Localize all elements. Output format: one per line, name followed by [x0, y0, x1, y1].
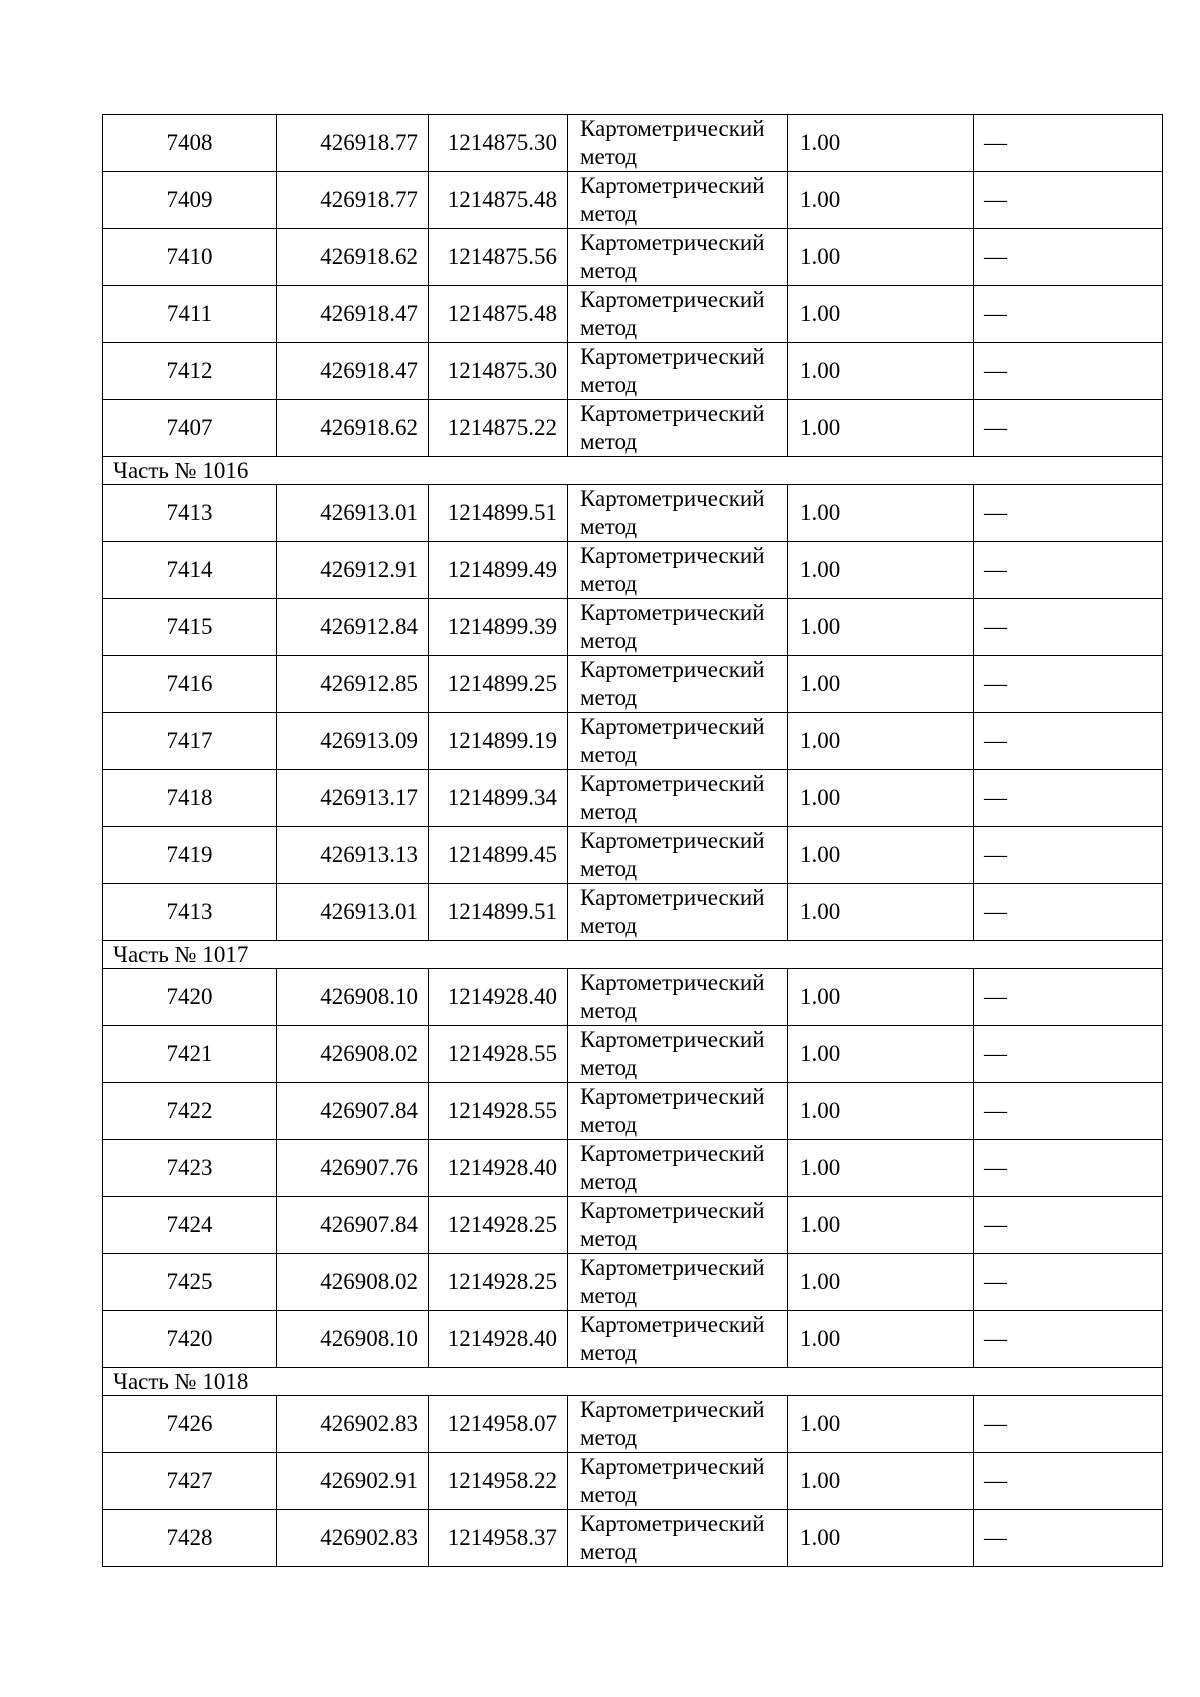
method-line-2: метод	[580, 315, 638, 340]
description-cell	[974, 286, 1163, 343]
method-cell	[568, 286, 788, 343]
point-number-cell: 7427	[103, 1453, 277, 1510]
point-number-cell: 7418	[103, 770, 277, 827]
part-label: Часть № 1017	[103, 941, 1163, 969]
table-row	[103, 1026, 1163, 1083]
description-value: —	[984, 785, 1007, 810]
method-cell	[568, 343, 788, 400]
description-cell	[974, 229, 1163, 286]
method-cell	[568, 1197, 788, 1254]
description-value: —	[984, 557, 1007, 582]
x-coordinate-cell: 426913.17	[277, 770, 429, 827]
method-cell	[568, 400, 788, 457]
method-line-1: Картометрический	[580, 230, 765, 255]
method-cell	[568, 1083, 788, 1140]
description-value: —	[984, 614, 1007, 639]
x-coordinate-cell: 426907.84	[277, 1197, 429, 1254]
method-line-1: Картометрический	[580, 1141, 765, 1166]
y-coordinate-cell: 1214899.25	[429, 656, 568, 713]
description-value: —	[984, 1155, 1007, 1180]
x-coordinate-cell: 426902.91	[277, 1453, 429, 1510]
point-number-cell: 7412	[103, 343, 277, 400]
point-number-cell: 7421	[103, 1026, 277, 1083]
method-line-1: Картометрический	[580, 543, 765, 568]
method-line-2: метод	[580, 1425, 638, 1450]
point-number-cell: 7411	[103, 286, 277, 343]
x-coordinate-cell: 426907.76	[277, 1140, 429, 1197]
accuracy-cell: 1.00	[788, 1197, 974, 1254]
part-label: Часть № 1018	[103, 1368, 1163, 1396]
x-coordinate-cell: 426913.13	[277, 827, 429, 884]
y-coordinate-cell: 1214875.48	[429, 286, 568, 343]
method-line-1: Картометрический	[580, 1312, 765, 1337]
description-cell	[974, 827, 1163, 884]
x-coordinate-cell: 426918.77	[277, 115, 429, 172]
y-coordinate-cell: 1214875.30	[429, 343, 568, 400]
accuracy-cell: 1.00	[788, 286, 974, 343]
accuracy-cell: 1.00	[788, 485, 974, 542]
method-line-2: метод	[580, 1169, 638, 1194]
y-coordinate-cell: 1214928.55	[429, 1083, 568, 1140]
point-number-cell: 7425	[103, 1254, 277, 1311]
x-coordinate-cell: 426918.47	[277, 286, 429, 343]
method-line-1: Картометрический	[580, 1454, 765, 1479]
table-row	[103, 827, 1163, 884]
table-row	[103, 713, 1163, 770]
table-row	[103, 969, 1163, 1026]
method-cell	[568, 172, 788, 229]
x-coordinate-cell: 426912.84	[277, 599, 429, 656]
point-number-cell: 7420	[103, 1311, 277, 1368]
accuracy-cell: 1.00	[788, 1311, 974, 1368]
method-cell	[568, 1453, 788, 1510]
y-coordinate-cell: 1214958.37	[429, 1510, 568, 1567]
point-number-cell: 7415	[103, 599, 277, 656]
y-coordinate-cell: 1214899.19	[429, 713, 568, 770]
table-row	[103, 1083, 1163, 1140]
x-coordinate-cell: 426902.83	[277, 1396, 429, 1453]
method-line-1: Картометрический	[580, 116, 765, 141]
accuracy-cell: 1.00	[788, 599, 974, 656]
table-row	[103, 1197, 1163, 1254]
part-header-row	[103, 457, 1163, 485]
x-coordinate-cell: 426908.02	[277, 1026, 429, 1083]
description-cell	[974, 485, 1163, 542]
method-line-2: метод	[580, 372, 638, 397]
description-value: —	[984, 1041, 1007, 1066]
accuracy-cell: 1.00	[788, 1396, 974, 1453]
description-cell	[974, 1254, 1163, 1311]
table-row	[103, 884, 1163, 941]
accuracy-cell: 1.00	[788, 229, 974, 286]
method-cell	[568, 969, 788, 1026]
method-line-1: Картометрический	[580, 486, 765, 511]
table-row	[103, 1510, 1163, 1567]
description-cell	[974, 1083, 1163, 1140]
part-header-row	[103, 941, 1163, 969]
table-row	[103, 115, 1163, 172]
table-row	[103, 229, 1163, 286]
y-coordinate-cell: 1214958.07	[429, 1396, 568, 1453]
description-value: —	[984, 1411, 1007, 1436]
table-row	[103, 343, 1163, 400]
coordinates-sheet	[102, 114, 1162, 1567]
accuracy-cell: 1.00	[788, 343, 974, 400]
method-cell	[568, 1510, 788, 1567]
description-value: —	[984, 500, 1007, 525]
description-value: —	[984, 301, 1007, 326]
accuracy-cell: 1.00	[788, 172, 974, 229]
method-cell	[568, 827, 788, 884]
y-coordinate-cell: 1214899.49	[429, 542, 568, 599]
x-coordinate-cell: 426902.83	[277, 1510, 429, 1567]
method-line-1: Картометрический	[580, 885, 765, 910]
accuracy-cell: 1.00	[788, 827, 974, 884]
description-cell	[974, 1311, 1163, 1368]
table-row	[103, 286, 1163, 343]
x-coordinate-cell: 426913.01	[277, 485, 429, 542]
x-coordinate-cell: 426907.84	[277, 1083, 429, 1140]
description-cell	[974, 343, 1163, 400]
description-cell	[974, 1510, 1163, 1567]
method-line-2: метод	[580, 1283, 638, 1308]
description-value: —	[984, 984, 1007, 1009]
accuracy-cell: 1.00	[788, 1510, 974, 1567]
point-number-cell: 7422	[103, 1083, 277, 1140]
accuracy-cell: 1.00	[788, 400, 974, 457]
y-coordinate-cell: 1214899.39	[429, 599, 568, 656]
y-coordinate-cell: 1214899.45	[429, 827, 568, 884]
method-line-2: метод	[580, 571, 638, 596]
y-coordinate-cell: 1214928.25	[429, 1254, 568, 1311]
method-cell	[568, 1311, 788, 1368]
description-cell	[974, 1396, 1163, 1453]
y-coordinate-cell: 1214958.22	[429, 1453, 568, 1510]
description-cell	[974, 542, 1163, 599]
method-line-1: Картометрический	[580, 600, 765, 625]
method-line-1: Картометрический	[580, 344, 765, 369]
method-line-1: Картометрический	[580, 1084, 765, 1109]
accuracy-cell: 1.00	[788, 542, 974, 599]
accuracy-cell: 1.00	[788, 969, 974, 1026]
method-line-2: метод	[580, 144, 638, 169]
point-number-cell: 7414	[103, 542, 277, 599]
method-line-2: метод	[580, 799, 638, 824]
point-number-cell: 7417	[103, 713, 277, 770]
method-line-2: метод	[580, 1112, 638, 1137]
method-cell	[568, 485, 788, 542]
method-line-2: метод	[580, 201, 638, 226]
description-cell	[974, 400, 1163, 457]
accuracy-cell: 1.00	[788, 1140, 974, 1197]
point-number-cell: 7416	[103, 656, 277, 713]
description-cell	[974, 770, 1163, 827]
x-coordinate-cell: 426918.47	[277, 343, 429, 400]
x-coordinate-cell: 426908.10	[277, 969, 429, 1026]
x-coordinate-cell: 426918.62	[277, 400, 429, 457]
accuracy-cell: 1.00	[788, 884, 974, 941]
method-cell	[568, 770, 788, 827]
accuracy-cell: 1.00	[788, 770, 974, 827]
description-cell	[974, 599, 1163, 656]
y-coordinate-cell: 1214875.48	[429, 172, 568, 229]
method-cell	[568, 1140, 788, 1197]
y-coordinate-cell: 1214875.56	[429, 229, 568, 286]
method-line-1: Картометрический	[580, 1255, 765, 1280]
x-coordinate-cell: 426912.85	[277, 656, 429, 713]
point-number-cell: 7408	[103, 115, 277, 172]
y-coordinate-cell: 1214899.34	[429, 770, 568, 827]
method-line-2: метод	[580, 856, 638, 881]
description-value: —	[984, 728, 1007, 753]
accuracy-cell: 1.00	[788, 656, 974, 713]
method-line-2: метод	[580, 628, 638, 653]
method-line-2: метод	[580, 258, 638, 283]
table-row	[103, 770, 1163, 827]
description-value: —	[984, 187, 1007, 212]
x-coordinate-cell: 426908.02	[277, 1254, 429, 1311]
method-cell	[568, 1396, 788, 1453]
table-row	[103, 485, 1163, 542]
table-row	[103, 1254, 1163, 1311]
description-cell	[974, 172, 1163, 229]
method-line-1: Картометрический	[580, 401, 765, 426]
method-line-1: Картометрический	[580, 970, 765, 995]
coordinates-table-body	[103, 115, 1163, 1567]
description-value: —	[984, 842, 1007, 867]
y-coordinate-cell: 1214928.40	[429, 1140, 568, 1197]
method-line-1: Картометрический	[580, 657, 765, 682]
method-line-1: Картометрический	[580, 1511, 765, 1536]
x-coordinate-cell: 426912.91	[277, 542, 429, 599]
method-cell	[568, 542, 788, 599]
x-coordinate-cell: 426918.77	[277, 172, 429, 229]
table-row	[103, 599, 1163, 656]
description-value: —	[984, 1269, 1007, 1294]
method-cell	[568, 656, 788, 713]
x-coordinate-cell: 426913.01	[277, 884, 429, 941]
description-cell	[974, 656, 1163, 713]
y-coordinate-cell: 1214928.40	[429, 1311, 568, 1368]
method-line-2: метод	[580, 998, 638, 1023]
method-cell	[568, 884, 788, 941]
x-coordinate-cell: 426908.10	[277, 1311, 429, 1368]
point-number-cell: 7413	[103, 485, 277, 542]
description-cell	[974, 1197, 1163, 1254]
method-cell	[568, 229, 788, 286]
method-line-2: метод	[580, 1226, 638, 1251]
description-value: —	[984, 1212, 1007, 1237]
point-number-cell: 7419	[103, 827, 277, 884]
method-cell	[568, 1254, 788, 1311]
method-line-2: метод	[580, 1539, 638, 1564]
accuracy-cell: 1.00	[788, 713, 974, 770]
description-cell	[974, 969, 1163, 1026]
table-row	[103, 1396, 1163, 1453]
part-header-row	[103, 1368, 1163, 1396]
accuracy-cell: 1.00	[788, 1026, 974, 1083]
method-line-1: Картометрический	[580, 173, 765, 198]
method-cell	[568, 713, 788, 770]
method-line-2: метод	[580, 1482, 638, 1507]
description-cell	[974, 1026, 1163, 1083]
accuracy-cell: 1.00	[788, 115, 974, 172]
table-row	[103, 542, 1163, 599]
description-value: —	[984, 358, 1007, 383]
point-number-cell: 7420	[103, 969, 277, 1026]
method-line-2: метод	[580, 514, 638, 539]
table-row	[103, 1311, 1163, 1368]
accuracy-cell: 1.00	[788, 1083, 974, 1140]
description-value: —	[984, 244, 1007, 269]
method-cell	[568, 115, 788, 172]
x-coordinate-cell: 426913.09	[277, 713, 429, 770]
description-value: —	[984, 415, 1007, 440]
description-value: —	[984, 671, 1007, 696]
method-line-2: метод	[580, 429, 638, 454]
coordinates-table	[102, 114, 1163, 1567]
table-row	[103, 172, 1163, 229]
method-line-1: Картометрический	[580, 828, 765, 853]
y-coordinate-cell: 1214928.25	[429, 1197, 568, 1254]
method-line-1: Картометрический	[580, 771, 765, 796]
method-line-1: Картометрический	[580, 1198, 765, 1223]
point-number-cell: 7423	[103, 1140, 277, 1197]
description-value: —	[984, 1525, 1007, 1550]
accuracy-cell: 1.00	[788, 1453, 974, 1510]
method-cell	[568, 599, 788, 656]
method-line-2: метод	[580, 742, 638, 767]
y-coordinate-cell: 1214875.30	[429, 115, 568, 172]
y-coordinate-cell: 1214928.55	[429, 1026, 568, 1083]
description-cell	[974, 1453, 1163, 1510]
method-line-2: метод	[580, 1340, 638, 1365]
point-number-cell: 7413	[103, 884, 277, 941]
y-coordinate-cell: 1214899.51	[429, 884, 568, 941]
description-value: —	[984, 1326, 1007, 1351]
method-line-2: метод	[580, 1055, 638, 1080]
description-cell	[974, 115, 1163, 172]
point-number-cell: 7410	[103, 229, 277, 286]
method-line-1: Картометрический	[580, 1027, 765, 1052]
method-line-1: Картометрический	[580, 287, 765, 312]
y-coordinate-cell: 1214899.51	[429, 485, 568, 542]
point-number-cell: 7426	[103, 1396, 277, 1453]
description-value: —	[984, 130, 1007, 155]
point-number-cell: 7424	[103, 1197, 277, 1254]
description-cell	[974, 1140, 1163, 1197]
description-value: —	[984, 899, 1007, 924]
description-value: —	[984, 1098, 1007, 1123]
point-number-cell: 7409	[103, 172, 277, 229]
y-coordinate-cell: 1214928.40	[429, 969, 568, 1026]
point-number-cell: 7407	[103, 400, 277, 457]
table-row	[103, 1140, 1163, 1197]
description-cell	[974, 713, 1163, 770]
method-line-1: Картометрический	[580, 714, 765, 739]
point-number-cell: 7428	[103, 1510, 277, 1567]
part-label: Часть № 1016	[103, 457, 1163, 485]
table-row	[103, 1453, 1163, 1510]
table-row	[103, 400, 1163, 457]
description-value: —	[984, 1468, 1007, 1493]
method-line-1: Картометрический	[580, 1397, 765, 1422]
table-row	[103, 656, 1163, 713]
x-coordinate-cell: 426918.62	[277, 229, 429, 286]
method-line-2: метод	[580, 913, 638, 938]
y-coordinate-cell: 1214875.22	[429, 400, 568, 457]
method-cell	[568, 1026, 788, 1083]
method-line-2: метод	[580, 685, 638, 710]
accuracy-cell: 1.00	[788, 1254, 974, 1311]
description-cell	[974, 884, 1163, 941]
